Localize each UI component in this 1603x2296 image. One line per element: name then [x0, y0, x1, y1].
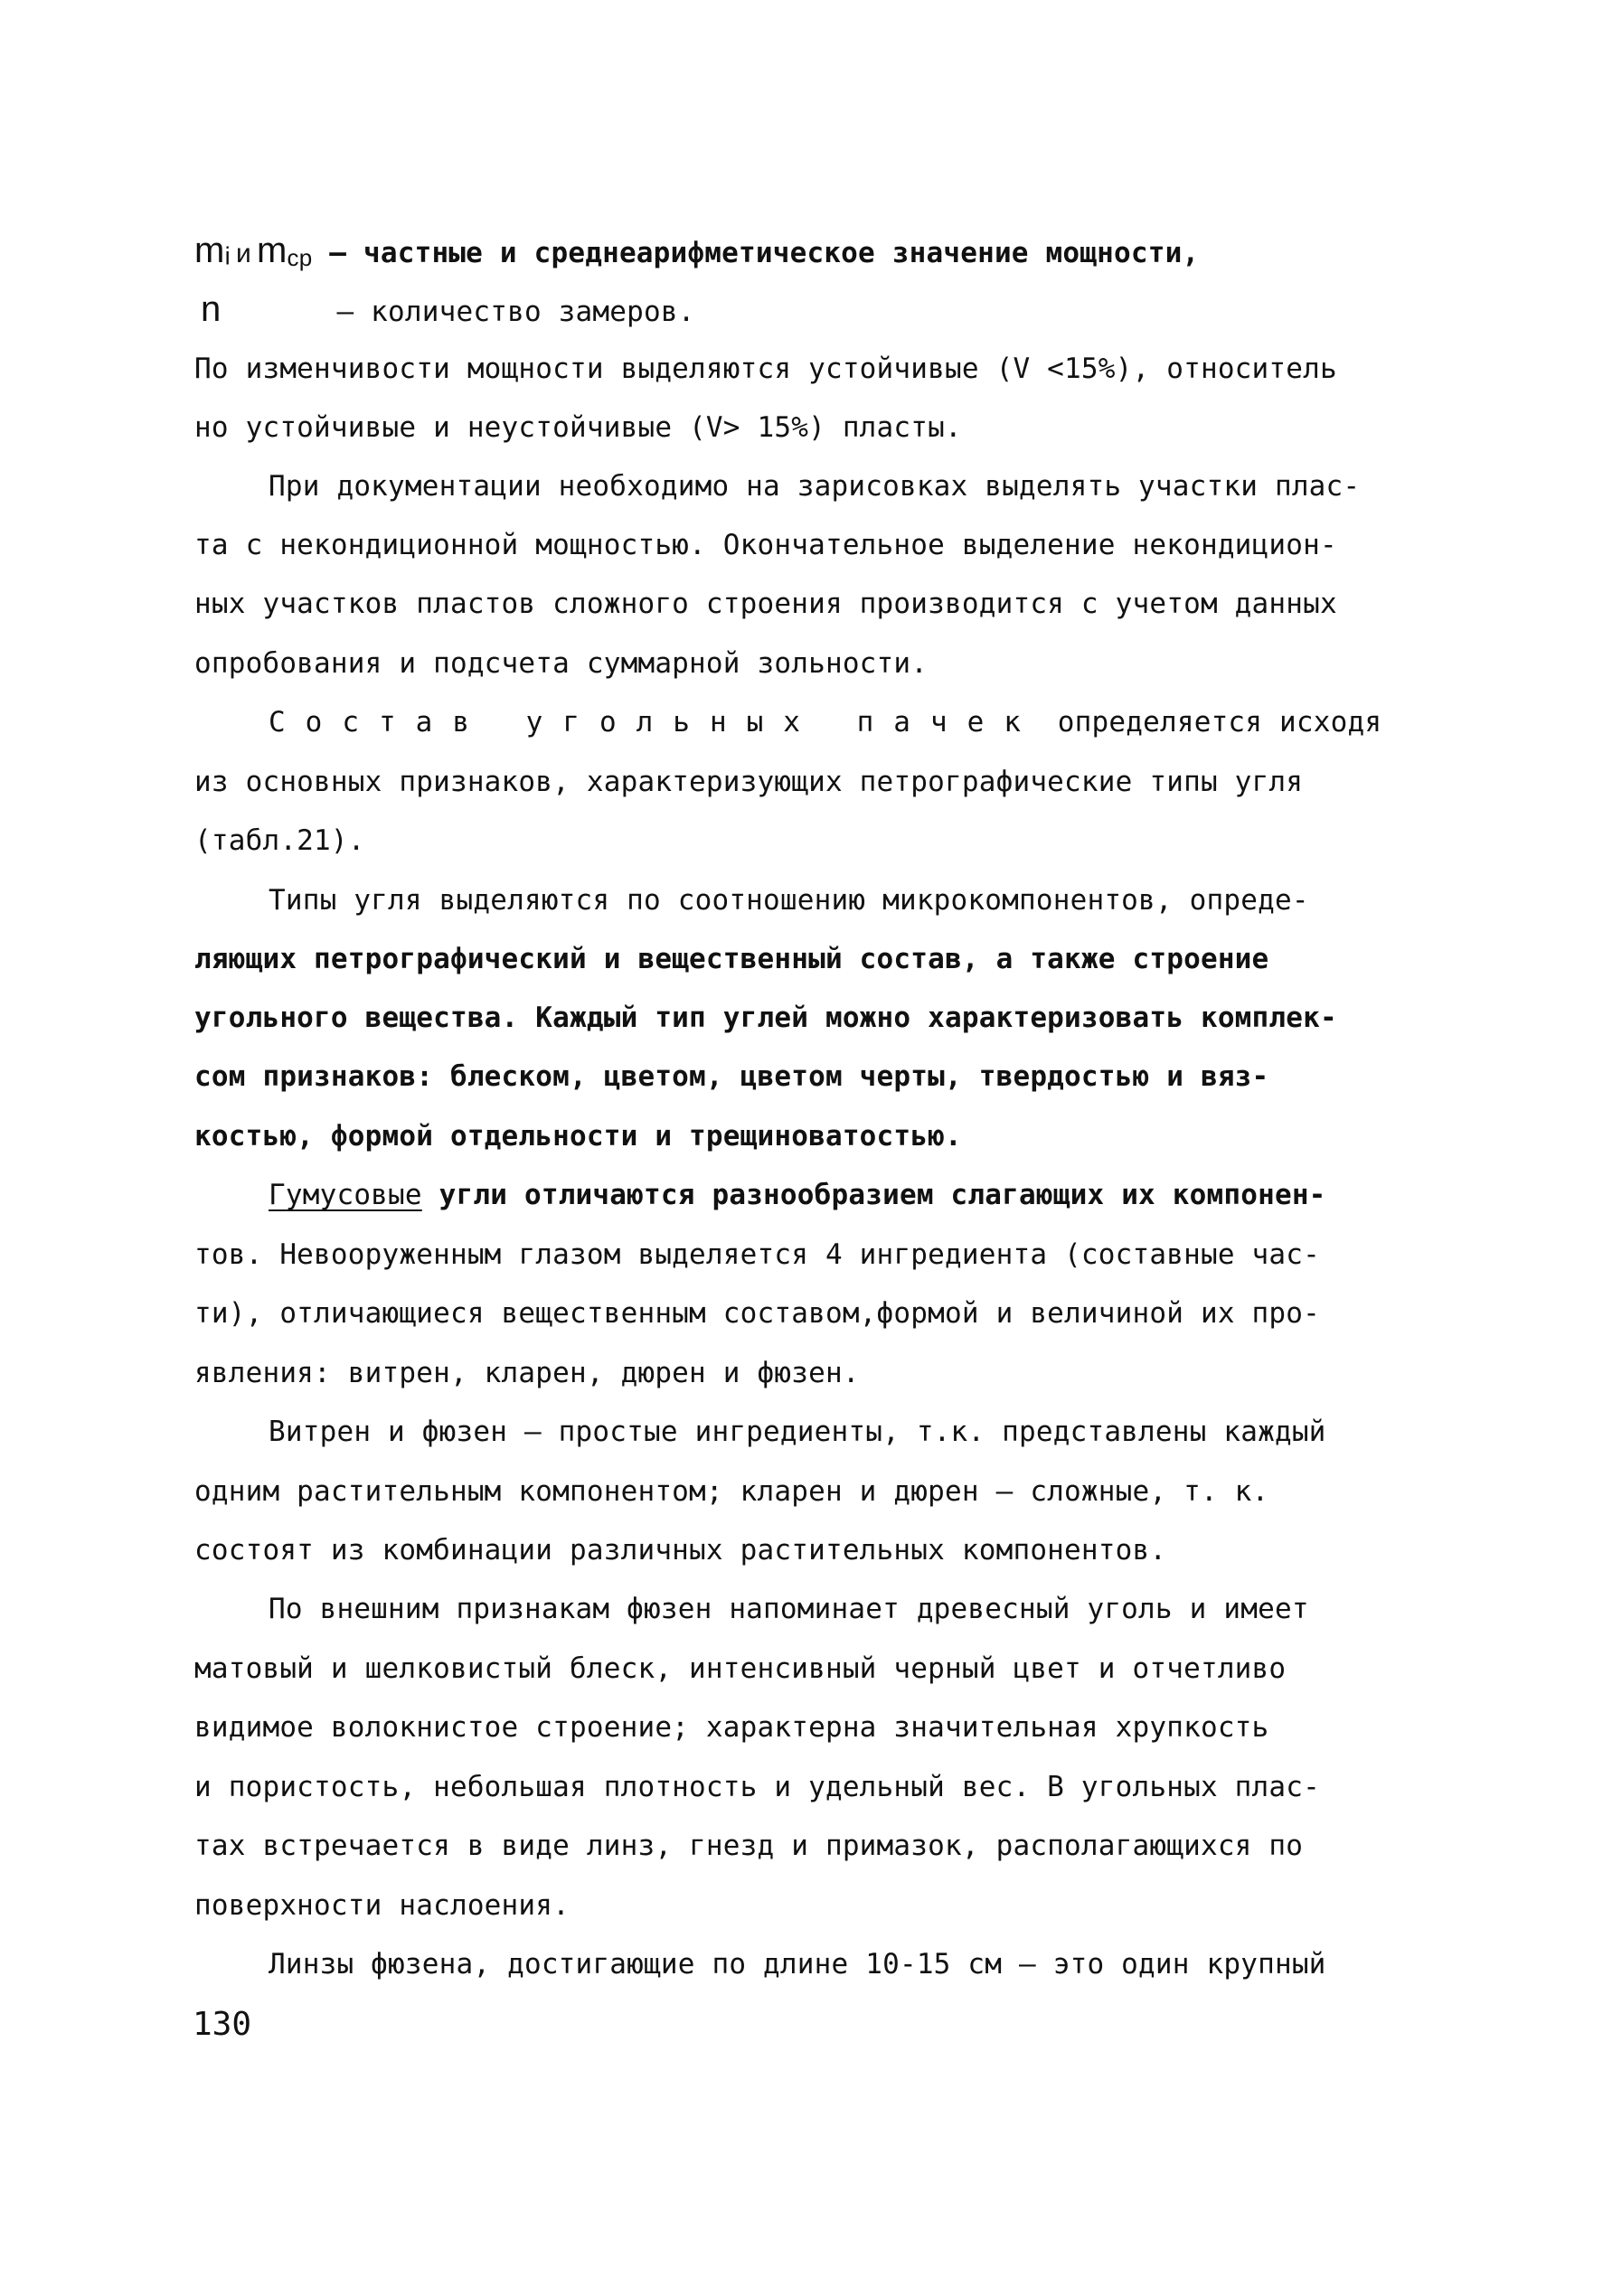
paragraph-7-line-3: видимое волокнистое строение; характерна значительная хрупкость: [194, 1711, 1269, 1744]
page-number: 130: [193, 2006, 252, 2043]
symbol-m-cp: m: [256, 231, 288, 270]
paragraph-6-line-2: одним растительным компонентом; кларен и дюрен – сложные, т. к.: [194, 1475, 1269, 1508]
paragraph-7-line-2: матовый и шелковистый блеск, интенсивный черный цвет и отчетливо: [194, 1652, 1287, 1685]
paragraph-4-line-4: сом признаков: блеском, цветом, цветом черты, твердостью и вяз-: [194, 1060, 1269, 1093]
paragraph-4-line-3: угольного вещества. Каждый тип углей можно характеризовать комплек-: [194, 1002, 1337, 1034]
paragraph-5-line-2: тов. Невооруженным глазом выделяется 4 ингредиента (составные час-: [194, 1238, 1320, 1271]
paragraph-2-line-2: та с некондиционной мощностью. Окончательное выделение некондицион-: [194, 529, 1337, 561]
definition-m-line: [194, 232, 1199, 276]
paragraph-6-line-3: состоят из комбинации различных растительных компонентов.: [194, 1534, 1167, 1567]
definition-n-line: [201, 291, 695, 330]
paragraph-4-line-1: Типы угля выделяются по соотношению микрокомпонентов, опреде-: [269, 884, 1309, 917]
word-and: и: [236, 239, 251, 268]
paragraph-2-line-1: При документации необходимо на зарисовках выделять участки плас-: [269, 470, 1361, 503]
paragraph-2-line-3: ных участков пластов сложного строения производится с учетом данных: [194, 588, 1337, 620]
paragraph-7-line-4: и пористость, небольшая плотность и удельный вес. В угольных плас-: [194, 1771, 1320, 1803]
paragraph-4-line-5: костью, формой отдельности и трещиноватостью.: [194, 1120, 962, 1153]
definition-n-text: – количество замеров.: [336, 296, 695, 328]
paragraph-6-line-1: Витрен и фюзен – простые ингредиенты, т.к. представлены каждый: [269, 1416, 1326, 1448]
paragraph-3-line-2: из основных признаков, характеризующих петрографические типы угля: [194, 766, 1304, 798]
paragraph-5-line-1: [269, 1177, 1326, 1213]
paragraph-1-line-1: По изменчивости мощности выделяются устойчивые (V <15%), относитель: [194, 353, 1337, 385]
paragraph-3-line-1-rest: определяется исходя: [1040, 706, 1382, 739]
paragraph-5-line-1-rest: угли отличаются разнообразием слагающих их компонен-: [421, 1179, 1326, 1211]
paragraph-7-line-6: поверхности наслоения.: [194, 1889, 570, 1922]
paragraph-7-line-1: По внешним признакам фюзен напоминает древесный уголь и имеет: [269, 1593, 1309, 1625]
paragraph-5-line-4: явления: витрен, кларен, дюрен и фюзен.: [194, 1357, 860, 1389]
paragraph-4-line-2: ляющих петрографический и вещественный состав, а также строение: [194, 943, 1269, 975]
symbol-n: n: [201, 289, 222, 329]
spaced-heading: Состав угольных пачек: [269, 706, 1041, 739]
paragraph-3-line-3: (табл.21).: [194, 824, 365, 857]
symbol-cp-subscript: cp: [287, 244, 313, 271]
paragraph-2-line-4: опробования и подсчета суммарной зольности.: [194, 647, 929, 680]
paragraph-3-line-1: [269, 704, 1381, 740]
definition-m-text: – частные и среднеарифметическое значение мощности,: [329, 237, 1200, 269]
underlined-term: Гумусовые: [269, 1179, 422, 1211]
paragraph-5-line-3: ти), отличающиеся вещественным составом,формой и величиной их про-: [194, 1297, 1320, 1330]
paragraph-1-line-2: но устойчивые и неустойчивые (V> 15%) пласты.: [194, 411, 962, 444]
paragraph-8-line-1: Линзы фюзена, достигающие по длине 10-15 см – это один крупный: [269, 1948, 1326, 1981]
symbol-m-i: mᵢ: [194, 231, 231, 270]
paragraph-7-line-5: тах встречается в виде линз, гнезд и примазок, располагающихся по: [194, 1830, 1304, 1862]
